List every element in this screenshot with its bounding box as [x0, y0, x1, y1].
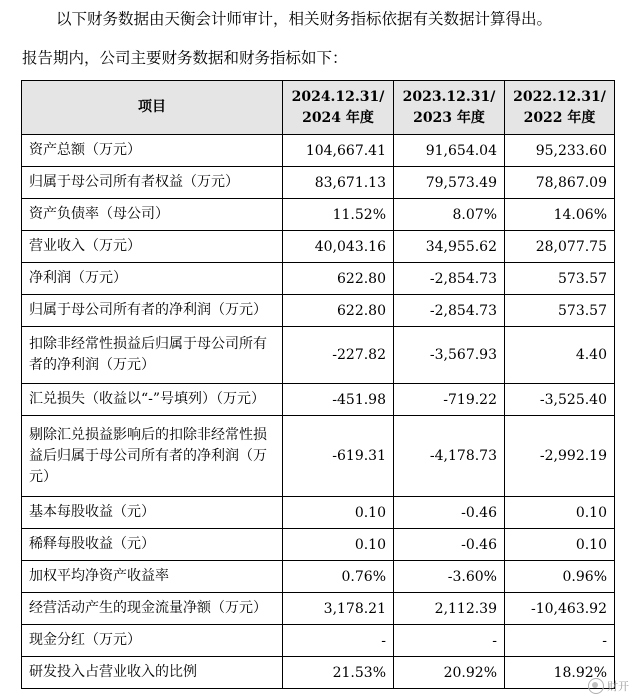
table-row: 扣除非经常性损益后归属于母公司所有者的净利润（万元） -227.82 -3,567.93 4.40 — [22, 327, 615, 384]
intro-paragraph-2: 报告期内，公司主要财务数据和财务指标如下： — [22, 49, 348, 67]
header-2024: 2024.12.31/ 2024 年度 — [283, 81, 394, 135]
table-header-row — [22, 81, 615, 135]
table-row: 剔除汇兑损益影响后的扣除非经常性损益后归属于母公司所有者的净利润（万元） -619.31 -4,178.73 -2,992.19 — [22, 416, 615, 497]
table-row: 净利润（万元） 622.80 -2,854.73 573.57 — [22, 263, 615, 295]
table-row: 营业收入（万元） 40,043.16 34,955.62 28,077.75 — [22, 231, 615, 263]
table-row: 稀释每股收益（元） 0.10 -0.46 0.10 — [22, 529, 615, 561]
table-row: 加权平均净资产收益率 0.76% -3.60% 0.96% — [22, 561, 615, 593]
table-row: 归属于母公司所有者的净利润（万元） 622.80 -2,854.73 573.57 — [22, 295, 615, 327]
weibo-logo-icon — [588, 678, 604, 694]
header-2023: 2023.12.31/ 2023 年度 — [394, 81, 505, 135]
table-row: 现金分红（万元） - - - — [22, 625, 615, 657]
header-item: 项目 — [22, 81, 283, 135]
financial-data-table — [21, 80, 615, 689]
table-row: 研发投入占营业收入的比例 21.53% 20.92% 18.92% — [22, 657, 615, 689]
table-row: 经营活动产生的现金流量净额（万元） 3,178.21 2,112.39 -10,463.92 — [22, 593, 615, 625]
table-row: 基本每股收益（元） 0.10 -0.46 0.10 — [22, 497, 615, 529]
table-row: 资产总额（万元） 104,667.41 91,654.04 95,233.60 — [22, 135, 615, 167]
table-row: 归属于母公司所有者权益（万元） 83,671.13 79,573.49 78,867.09 — [22, 167, 615, 199]
table-row: 资产负债率（母公司） 11.52% 8.07% 14.06% — [22, 199, 615, 231]
watermark-text: 财开 — [607, 680, 629, 693]
watermark — [588, 678, 629, 694]
header-2022: 2022.12.31/ 2022 年度 — [505, 81, 615, 135]
intro-paragraph-1: 以下财务数据由天衡会计师审计，相关财务指标依据有关数据计算得出。 — [56, 10, 553, 28]
table-row: 汇兑损失（收益以“-”号填列）（万元） -451.98 -719.22 -3,525.40 — [22, 384, 615, 416]
